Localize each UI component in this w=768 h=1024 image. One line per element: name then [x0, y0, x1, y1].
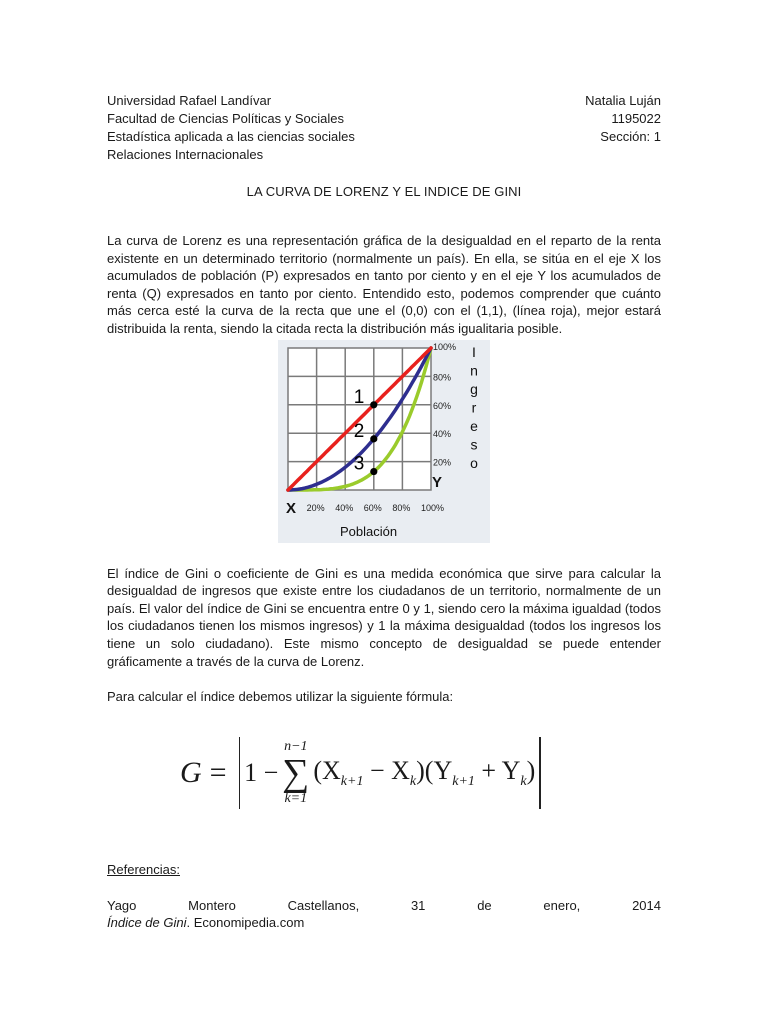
references-heading: Referencias:	[107, 862, 180, 877]
y-axis-label-letter: I	[472, 343, 476, 360]
formula-body	[313, 756, 535, 790]
reference-line-2	[107, 915, 304, 930]
reference-line-1	[107, 898, 661, 913]
ref-word: Castellanos,	[287, 898, 360, 913]
ref-word: de	[477, 898, 492, 913]
formula-close: )	[526, 755, 536, 785]
x-tick-label: 40%	[335, 502, 354, 513]
lorenz-curve-figure	[278, 340, 490, 543]
x-tick-label: 20%	[306, 502, 325, 513]
x-tick-label: 100%	[421, 502, 445, 513]
university-name: Universidad Rafael Landívar	[107, 93, 272, 108]
sum-upper-limit: n−1	[284, 739, 308, 754]
formula-sub-4: k	[520, 774, 527, 790]
y-tick-label: 60%	[433, 400, 452, 411]
ref-word: enero,	[543, 898, 581, 913]
formula-body-open: (X	[313, 755, 341, 785]
formula-abs-bar-left	[239, 737, 241, 809]
curve-point	[370, 468, 377, 475]
course-name: Estadística aplicada a las ciencias sociales	[107, 129, 355, 144]
formula-plus: + Y	[474, 755, 521, 785]
y-axis-letter: Y	[432, 473, 443, 491]
formula-sub-1: k+1	[340, 774, 364, 790]
formula-one-minus: 1 −	[244, 758, 279, 787]
x-axis-label: Población	[340, 523, 398, 539]
document-title: LA CURVA DE LORENZ Y EL INDICE DE GINI	[246, 184, 522, 199]
lorenz-curve-diagram	[278, 340, 490, 543]
point-label: 1	[353, 386, 365, 408]
header-left-block	[107, 92, 661, 164]
curve-point	[370, 435, 377, 442]
ref-word: Yago	[107, 898, 137, 913]
y-axis-label-letter: o	[470, 454, 478, 471]
reference-source: . Economipedia.com	[186, 915, 305, 930]
formula-minus: − X	[363, 755, 410, 785]
y-axis-label-letter: e	[470, 417, 478, 434]
gini-formula	[180, 733, 600, 813]
point-label: 2	[353, 420, 365, 442]
y-tick-label: 80%	[433, 371, 452, 382]
x-axis-letter: X	[286, 499, 297, 517]
ref-word: 31	[410, 898, 426, 913]
y-tick-label: 40%	[433, 428, 452, 439]
document-header	[107, 92, 661, 164]
y-tick-label: 20%	[433, 457, 452, 468]
ref-word: Montero	[188, 898, 236, 913]
sum-sign: ∑	[282, 752, 310, 794]
x-tick-label: 60%	[363, 502, 382, 513]
formula-sub-2: k	[409, 774, 417, 790]
document-page	[107, 92, 661, 706]
reference-title: Índice de Gini	[107, 915, 187, 930]
paragraph-lorenz: La curva de Lorenz es una representación gráfica de la desigualdad en el reparto de la renta existente en un determinado territorio (normalmente un país). En ella, se sitúa en el eje X los acumulados de población (P) expresados en tanto por ciento y en el eje Y los acumulados de renta (Q) expresados en tanto por ciento. Entendido esto, podemos comprender que cuánto más cerca esté la curva de la recta que une el (0,0) con el (1,1), (línea roja), mejor estará distribuida la renta, siendo la citada recta la distribución más igualitaria posible.	[107, 233, 661, 336]
y-axis-label-letter: n	[470, 362, 478, 379]
formula-lhs: G	[180, 756, 202, 789]
y-axis-label-letter: g	[470, 380, 478, 397]
x-tick-label: 80%	[392, 502, 411, 513]
figure-container	[107, 340, 661, 544]
formula-sub-3: k+1	[452, 774, 475, 790]
curve-point	[370, 401, 377, 408]
section-number: Sección: 1	[600, 129, 661, 144]
point-label: 3	[353, 453, 365, 475]
paragraph-gini: El índice de Gini o coeficiente de Gini es una medida económica que sirve para calcular la desigualdad de ingresos que existe entre los ciudadanos de un territorio, normalmente de un país. El valor del índice de Gini se encuentra entre 0 y 1, siendo cero la máxima igualdad (todos los ciudadanos tienen los mismos ingresos) y 1 la máxima desigualdad (todos los ingresos los tiene un solo ciudadano). Este mismo concepto de desigualdad se puede entender gráficamente a través de la curva de Lorenz.	[107, 565, 661, 669]
formula-summation	[282, 740, 309, 806]
formula-abs-bar-right	[539, 737, 541, 809]
program-name: Relaciones Internacionales	[107, 147, 264, 162]
y-tick-label: 100%	[433, 341, 457, 352]
y-axis-label-letter: r	[471, 399, 477, 416]
formula-mid: )(Y	[416, 755, 453, 785]
student-id: 1195022	[611, 111, 661, 126]
author-name: Natalia Luján	[585, 93, 661, 108]
faculty-name: Facultad de Ciencias Políticas y Sociales	[107, 111, 345, 126]
ref-word: 2014	[632, 898, 661, 913]
header-right-block	[585, 92, 661, 146]
y-axis-label-letter: s	[470, 436, 478, 453]
formula-equals: =	[209, 756, 227, 789]
paragraph-formula-intro: Para calcular el índice debemos utilizar la siguiente fórmula:	[107, 689, 454, 705]
sum-lower-limit: k=1	[284, 791, 308, 806]
